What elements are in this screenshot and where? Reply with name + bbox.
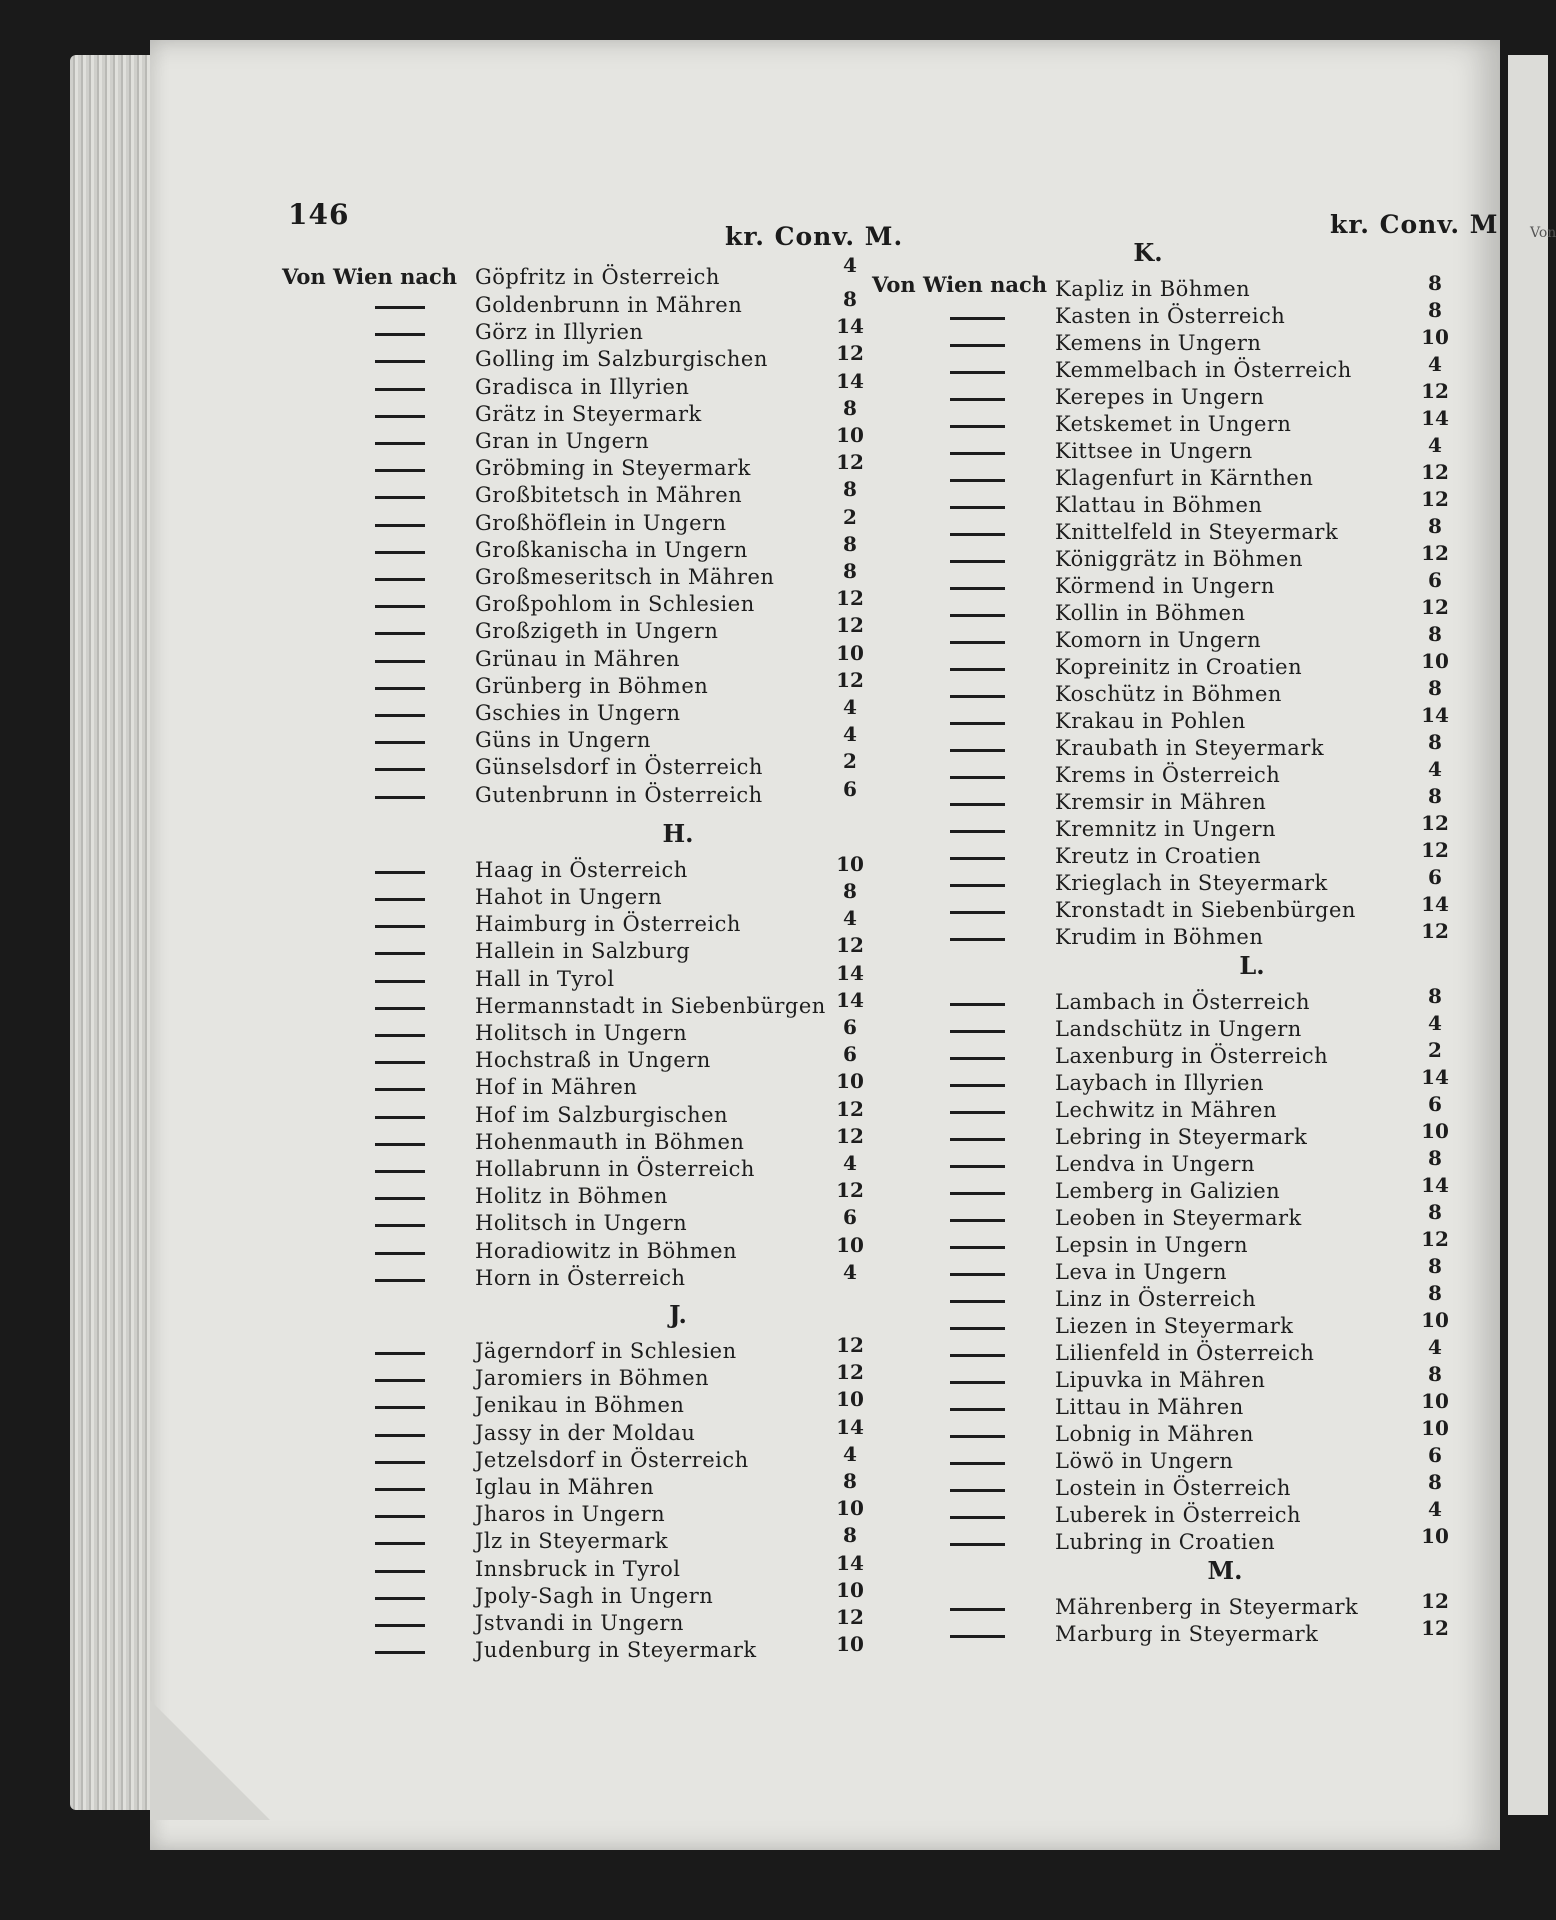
ditto-dash	[950, 479, 1005, 482]
ditto-dash	[375, 605, 425, 608]
place-name: Jägerndorf in Schlesien	[475, 1339, 737, 1363]
distance-value: 8	[1428, 622, 1442, 646]
distance-value: 8	[1428, 514, 1442, 538]
place-name: Kremsir in Mähren	[1055, 790, 1267, 814]
place-name: Jaromiers in Böhmen	[475, 1366, 710, 1391]
place-name: Knittelfeld in Steyermark	[1055, 520, 1339, 544]
distance-value: 2	[843, 749, 857, 774]
distance-value: 12	[1421, 595, 1449, 619]
distance-value: 8	[843, 477, 857, 502]
distance-value: 4	[1428, 757, 1442, 781]
ditto-dash	[950, 1435, 1005, 1438]
ditto-dash	[375, 1406, 425, 1409]
place-name: Krieglach in Steyermark	[1055, 871, 1328, 895]
ditto-dash	[950, 1608, 1005, 1611]
distance-value: 8	[843, 1523, 857, 1548]
distance-value: 10	[836, 851, 864, 876]
distance-value: 6	[843, 1042, 857, 1067]
section-letter: M.	[1207, 1556, 1243, 1585]
ditto-dash	[950, 1327, 1005, 1330]
place-name: Krudim in Böhmen	[1055, 925, 1264, 949]
ditto-dash	[375, 469, 425, 472]
ditto-dash	[950, 506, 1005, 509]
distance-value: 12	[1421, 919, 1449, 943]
place-name: Jpoly-Sagh in Ungern	[475, 1583, 714, 1608]
distance-value: 12	[836, 933, 864, 958]
distance-value: 8	[1428, 1281, 1442, 1305]
ditto-dash	[950, 1516, 1005, 1519]
place-name: Günselsdorf in Österreich	[475, 755, 763, 780]
section-letter: J.	[669, 1300, 687, 1329]
distance-value: 6	[1428, 568, 1442, 592]
ditto-dash	[950, 317, 1005, 320]
place-name: Kemmelbach in Österreich	[1055, 358, 1352, 382]
distance-value: 8	[843, 287, 857, 311]
ditto-dash	[950, 1273, 1005, 1276]
distance-value: 14	[1421, 1065, 1449, 1089]
place-name: Königgrätz in Böhmen	[1055, 547, 1304, 571]
ditto-dash	[375, 632, 425, 635]
ditto-dash	[950, 1354, 1005, 1357]
place-name: Hof in Mähren	[475, 1075, 638, 1100]
ditto-dash	[950, 1635, 1005, 1638]
ditto-dash	[375, 1570, 425, 1573]
ditto-dash	[950, 1489, 1005, 1492]
place-name: Linz in Österreich	[1055, 1287, 1257, 1311]
distance-value: 12	[836, 613, 864, 638]
place-name: Luberek in Österreich	[1055, 1503, 1301, 1527]
distance-value: 4	[843, 695, 857, 719]
ditto-dash	[950, 830, 1005, 833]
distance-value: 12	[836, 1096, 864, 1121]
distance-value: 12	[836, 1333, 864, 1357]
ditto-dash	[375, 1651, 425, 1654]
place-name: Komorn in Ungern	[1055, 628, 1262, 652]
distance-value: 14	[836, 987, 864, 1012]
ditto-dash	[950, 587, 1005, 590]
ditto-dash	[950, 614, 1005, 617]
distance-value: 12	[836, 1123, 864, 1148]
distance-value: 4	[1428, 1011, 1442, 1035]
place-name: Haag in Österreich	[475, 857, 688, 882]
place-name: Großbitetsch in Mähren	[475, 483, 743, 508]
place-name: Kraubath in Steyermark	[1055, 736, 1325, 760]
ditto-dash	[950, 533, 1005, 536]
ditto-dash	[375, 980, 425, 983]
place-name: Großkanischa in Ungern	[475, 537, 748, 562]
place-name: Littau in Mähren	[1055, 1395, 1244, 1419]
place-name: Hof im Salzburgischen	[475, 1102, 729, 1127]
ditto-dash	[375, 1088, 425, 1091]
place-name: Grätz in Steyermark	[475, 401, 702, 426]
place-name: Jlz in Steyermark	[475, 1529, 669, 1554]
place-name: Körmend in Ungern	[1055, 574, 1275, 598]
distance-value: 10	[1421, 325, 1449, 349]
distance-value: 12	[836, 1605, 864, 1629]
place-name: Gradisca in Illyrien	[475, 374, 690, 399]
ditto-dash	[950, 722, 1005, 725]
ditto-dash	[375, 496, 425, 499]
distance-value: 4	[843, 253, 857, 277]
facing-page-text: Von	[1530, 225, 1556, 241]
distance-value: 14	[836, 1550, 864, 1575]
ditto-dash	[950, 641, 1005, 644]
place-name: Hollabrunn in Österreich	[475, 1157, 755, 1181]
place-name: Jenikau in Böhmen	[475, 1393, 685, 1418]
distance-value: 6	[843, 1205, 857, 1230]
distance-value: 12	[1421, 838, 1449, 862]
place-name: Laybach in Illyrien	[1055, 1071, 1264, 1095]
distance-value: 10	[1421, 1119, 1449, 1143]
distance-value: 10	[1421, 649, 1449, 673]
distance-value: 12	[1421, 1227, 1449, 1251]
distance-value: 12	[1421, 487, 1449, 511]
ditto-dash	[950, 1543, 1005, 1546]
place-name: Horadiowitz in Böhmen	[475, 1238, 738, 1263]
place-name: Kreutz in Croatien	[1055, 844, 1262, 868]
distance-value: 4	[843, 906, 857, 931]
place-name: Hall in Tyrol	[475, 966, 615, 991]
distance-value: 14	[836, 314, 864, 339]
ditto-dash	[375, 415, 425, 418]
ditto-dash	[950, 857, 1005, 860]
place-name: Goldenbrunn in Mähren	[475, 293, 743, 317]
place-name: Gschies in Ungern	[475, 701, 681, 725]
ditto-dash	[375, 524, 425, 527]
ditto-dash	[375, 660, 425, 663]
distance-value: 8	[843, 879, 857, 903]
place-name: Liezen in Steyermark	[1055, 1314, 1294, 1338]
ditto-dash	[375, 1352, 425, 1355]
ditto-dash	[375, 714, 425, 717]
place-name: Hermannstadt in Siebenbürgen	[475, 993, 826, 1018]
ditto-dash	[375, 1542, 425, 1545]
distance-value: 10	[836, 423, 864, 447]
ditto-dash	[950, 1192, 1005, 1195]
right-prefix: Von Wien nach	[872, 272, 1048, 297]
distance-value: 12	[836, 586, 864, 611]
distance-value: 10	[836, 1387, 864, 1412]
place-name: Lobnig in Mähren	[1055, 1422, 1254, 1446]
distance-value: 12	[836, 450, 864, 475]
ditto-dash	[950, 1381, 1005, 1384]
place-name: Kremnitz in Ungern	[1055, 817, 1277, 841]
place-name: Jstvandi in Ungern	[475, 1611, 684, 1635]
distance-value: 8	[1428, 1470, 1442, 1494]
distance-value: 8	[1428, 271, 1442, 295]
ditto-dash	[375, 768, 425, 771]
ditto-dash	[375, 1007, 425, 1010]
place-name: Lilienfeld in Österreich	[1055, 1341, 1315, 1365]
distance-value: 4	[1428, 352, 1442, 376]
place-name: Lepsin in Ungern	[1055, 1233, 1249, 1257]
ditto-dash	[950, 1084, 1005, 1087]
place-name: Hahot in Ungern	[475, 885, 663, 909]
place-name: Göpfritz in Österreich	[475, 265, 720, 289]
place-name: Grünau in Mähren	[475, 646, 681, 671]
distance-value: 10	[836, 1577, 864, 1602]
distance-value: 12	[836, 341, 864, 366]
distance-value: 8	[1428, 1200, 1442, 1224]
ditto-dash	[375, 1434, 425, 1437]
ditto-dash	[950, 803, 1005, 806]
ditto-dash	[375, 578, 425, 581]
ditto-dash	[375, 1034, 425, 1037]
ditto-dash	[950, 1300, 1005, 1303]
ditto-dash	[950, 695, 1005, 698]
distance-value: 14	[836, 960, 864, 985]
place-name: Hallein in Salzburg	[475, 939, 691, 964]
distance-value: 12	[1421, 1589, 1449, 1613]
place-name: Holitsch in Ungern	[475, 1211, 688, 1236]
place-name: Gran in Ungern	[475, 429, 650, 453]
place-name: Kapliz in Böhmen	[1055, 277, 1251, 301]
place-name: Mährenberg in Steyermark	[1055, 1595, 1359, 1619]
place-name: Landschütz in Ungern	[1055, 1017, 1302, 1041]
ditto-dash	[950, 1408, 1005, 1411]
place-name: Leva in Ungern	[1055, 1260, 1228, 1284]
place-name: Gutenbrunn in Österreich	[475, 782, 763, 807]
place-name: Großzigeth in Ungern	[475, 619, 719, 644]
ditto-dash	[950, 1165, 1005, 1168]
place-name: Güns in Ungern	[475, 728, 651, 753]
distance-value: 2	[843, 504, 857, 529]
ditto-dash	[950, 344, 1005, 347]
distance-value: 14	[1421, 1173, 1449, 1197]
distance-value: 14	[1421, 406, 1449, 430]
left-prefix: Von Wien nach	[282, 264, 458, 289]
place-name: Lemberg in Galizien	[1055, 1179, 1281, 1203]
ditto-dash	[950, 1057, 1005, 1060]
place-name: Jetzelsdorf in Österreich	[475, 1447, 749, 1472]
distance-value: 4	[1428, 1497, 1442, 1521]
distance-value: 12	[1421, 1616, 1449, 1640]
place-name: Lambach in Österreich	[1055, 990, 1311, 1014]
place-name: Lendva in Ungern	[1055, 1152, 1255, 1176]
distance-value: 4	[843, 1151, 857, 1175]
distance-value: 8	[843, 559, 857, 583]
page-number: 146	[288, 198, 350, 231]
ditto-dash	[375, 1461, 425, 1464]
place-name: Kittsee in Ungern	[1055, 439, 1253, 463]
place-name: Haimburg in Österreich	[475, 912, 741, 937]
place-name: Jassy in der Moldau	[475, 1420, 696, 1445]
place-name: Kollin in Böhmen	[1055, 601, 1246, 625]
distance-value: 6	[1428, 1443, 1442, 1467]
facing-page-edge	[1508, 55, 1548, 1815]
distance-value: 2	[1428, 1038, 1442, 1062]
ditto-dash	[950, 398, 1005, 401]
distance-value: 8	[843, 531, 857, 556]
distance-value: 8	[1428, 1146, 1442, 1170]
ditto-dash	[375, 1624, 425, 1627]
ditto-dash	[950, 884, 1005, 887]
ditto-dash	[950, 1003, 1005, 1006]
place-name: Horn in Österreich	[475, 1265, 686, 1290]
place-name: Kerepes in Ungern	[1055, 385, 1265, 409]
distance-value: 10	[836, 1496, 864, 1521]
ditto-dash	[950, 1219, 1005, 1222]
ditto-dash	[375, 388, 425, 391]
place-name: Grünberg in Böhmen	[475, 673, 709, 698]
ditto-dash	[950, 749, 1005, 752]
ditto-dash	[375, 871, 425, 874]
distance-value: 14	[836, 1414, 864, 1439]
ditto-dash	[375, 442, 425, 445]
place-name: Krems in Österreich	[1055, 763, 1281, 787]
place-name: Judenburg in Steyermark	[475, 1638, 757, 1663]
place-name: Koschütz in Böhmen	[1055, 682, 1282, 706]
distance-value: 8	[843, 395, 857, 420]
ditto-dash	[375, 551, 425, 554]
ditto-dash	[950, 1138, 1005, 1141]
ditto-dash	[950, 1111, 1005, 1114]
place-name: Golling im Salzburgischen	[475, 347, 768, 372]
distance-value: 4	[843, 1259, 857, 1284]
distance-value: 10	[836, 1632, 864, 1657]
distance-value: 8	[843, 1469, 857, 1493]
distance-value: 8	[1428, 984, 1442, 1008]
distance-value: 4	[1428, 1335, 1442, 1359]
place-name: Lipuvka in Mähren	[1055, 1368, 1266, 1392]
distance-value: 8	[1428, 1362, 1442, 1386]
place-name: Görz in Illyrien	[475, 320, 644, 345]
place-name: Gröbming in Steyermark	[475, 456, 751, 481]
distance-value: 12	[836, 1360, 864, 1385]
place-name: Lechwitz in Mähren	[1055, 1098, 1277, 1122]
place-name: Holitsch in Ungern	[475, 1021, 688, 1045]
distance-value: 12	[836, 1178, 864, 1203]
ditto-dash	[375, 952, 425, 955]
place-name: Kemens in Ungern	[1055, 331, 1262, 355]
distance-value: 12	[1421, 460, 1449, 484]
ditto-dash	[950, 452, 1005, 455]
ditto-dash	[375, 1197, 425, 1200]
place-name: Ketskemet in Ungern	[1055, 412, 1292, 436]
ditto-dash	[375, 1170, 425, 1173]
distance-value: 6	[843, 1015, 857, 1039]
distance-value: 6	[1428, 865, 1442, 889]
place-name: Jharos in Ungern	[475, 1502, 666, 1527]
ditto-dash	[375, 360, 425, 363]
left-unit-header: kr. Conv. M.	[725, 222, 904, 251]
ditto-dash	[375, 1488, 425, 1491]
ditto-dash	[375, 796, 425, 799]
place-name: Laxenburg in Österreich	[1055, 1044, 1329, 1068]
place-name: Leoben in Steyermark	[1055, 1206, 1302, 1230]
distance-value: 12	[1421, 379, 1449, 403]
place-name: Lubring in Croatien	[1055, 1530, 1276, 1554]
place-name: Hochstraß in Ungern	[475, 1048, 711, 1073]
ditto-dash	[375, 1116, 425, 1119]
ditto-dash	[950, 1462, 1005, 1465]
ditto-dash	[375, 898, 425, 901]
ditto-dash	[375, 1379, 425, 1382]
ditto-dash	[950, 371, 1005, 374]
distance-value: 8	[1428, 730, 1442, 754]
distance-value: 10	[836, 1069, 864, 1094]
distance-value: 4	[843, 1441, 857, 1466]
place-name: Innsbruck in Tyrol	[475, 1556, 681, 1581]
section-letter: L.	[1239, 951, 1265, 980]
distance-value: 10	[836, 640, 864, 665]
ditto-dash	[950, 668, 1005, 671]
distance-value: 12	[1421, 541, 1449, 565]
section-letter: H.	[662, 818, 694, 848]
place-name: Iglau in Mähren	[475, 1475, 655, 1499]
distance-value: 14	[1421, 892, 1449, 916]
place-name: Großhöflein in Ungern	[475, 510, 727, 535]
distance-value: 10	[1421, 1524, 1449, 1548]
section-letter: K.	[1133, 238, 1163, 267]
place-name: Kronstadt in Siebenbürgen	[1055, 898, 1356, 922]
ditto-dash	[375, 333, 425, 336]
distance-value: 4	[843, 722, 857, 747]
ditto-dash	[950, 1030, 1005, 1033]
right-unit-header: kr. Conv. M	[1330, 210, 1499, 239]
distance-value: 4	[1428, 433, 1442, 457]
distance-value: 6	[843, 776, 857, 801]
ditto-dash	[375, 1143, 425, 1146]
distance-value: 8	[1428, 676, 1442, 700]
place-name: Kasten in Österreich	[1055, 304, 1286, 328]
place-name: Lebring in Steyermark	[1055, 1125, 1308, 1149]
distance-value: 10	[1421, 1416, 1449, 1440]
ditto-dash	[375, 1515, 425, 1518]
place-name: Krakau in Pohlen	[1055, 709, 1246, 733]
distance-value: 10	[1421, 1389, 1449, 1413]
distance-value: 14	[836, 368, 864, 393]
ditto-dash	[375, 306, 425, 309]
distance-value: 14	[1421, 703, 1449, 727]
ditto-dash	[375, 925, 425, 928]
ditto-dash	[375, 1224, 425, 1227]
ditto-dash	[375, 1597, 425, 1600]
place-name: Holitz in Böhmen	[475, 1184, 668, 1209]
ditto-dash	[375, 741, 425, 744]
distance-value: 6	[1428, 1092, 1442, 1116]
ditto-dash	[950, 560, 1005, 563]
place-name: Klattau in Böhmen	[1055, 493, 1263, 517]
place-name: Kopreinitz in Croatien	[1055, 655, 1303, 679]
place-name: Hohenmauth in Böhmen	[475, 1129, 745, 1154]
place-name: Lostein in Österreich	[1055, 1476, 1291, 1500]
distance-value: 10	[1421, 1308, 1449, 1332]
distance-value: 12	[836, 667, 864, 692]
ditto-dash	[375, 687, 425, 690]
page-corner-fold	[150, 1700, 270, 1820]
ditto-dash	[950, 425, 1005, 428]
place-name: Großpohlom in Schlesien	[475, 592, 755, 617]
ditto-dash	[375, 1252, 425, 1255]
distance-value: 12	[1421, 811, 1449, 835]
distance-value: 8	[1428, 1254, 1442, 1278]
place-name: Löwö in Ungern	[1055, 1449, 1234, 1473]
ditto-dash	[950, 1246, 1005, 1249]
ditto-dash	[950, 776, 1005, 779]
place-name: Klagenfurt in Kärnthen	[1055, 466, 1314, 490]
ditto-dash	[950, 911, 1005, 914]
distance-value: 8	[1428, 784, 1442, 808]
place-name: Marburg in Steyermark	[1055, 1622, 1319, 1646]
ditto-dash	[950, 938, 1005, 941]
distance-value: 8	[1428, 298, 1442, 322]
distance-value: 10	[836, 1232, 864, 1257]
place-name: Großmeseritsch in Mähren	[475, 565, 775, 589]
ditto-dash	[375, 1061, 425, 1064]
ditto-dash	[375, 1279, 425, 1282]
